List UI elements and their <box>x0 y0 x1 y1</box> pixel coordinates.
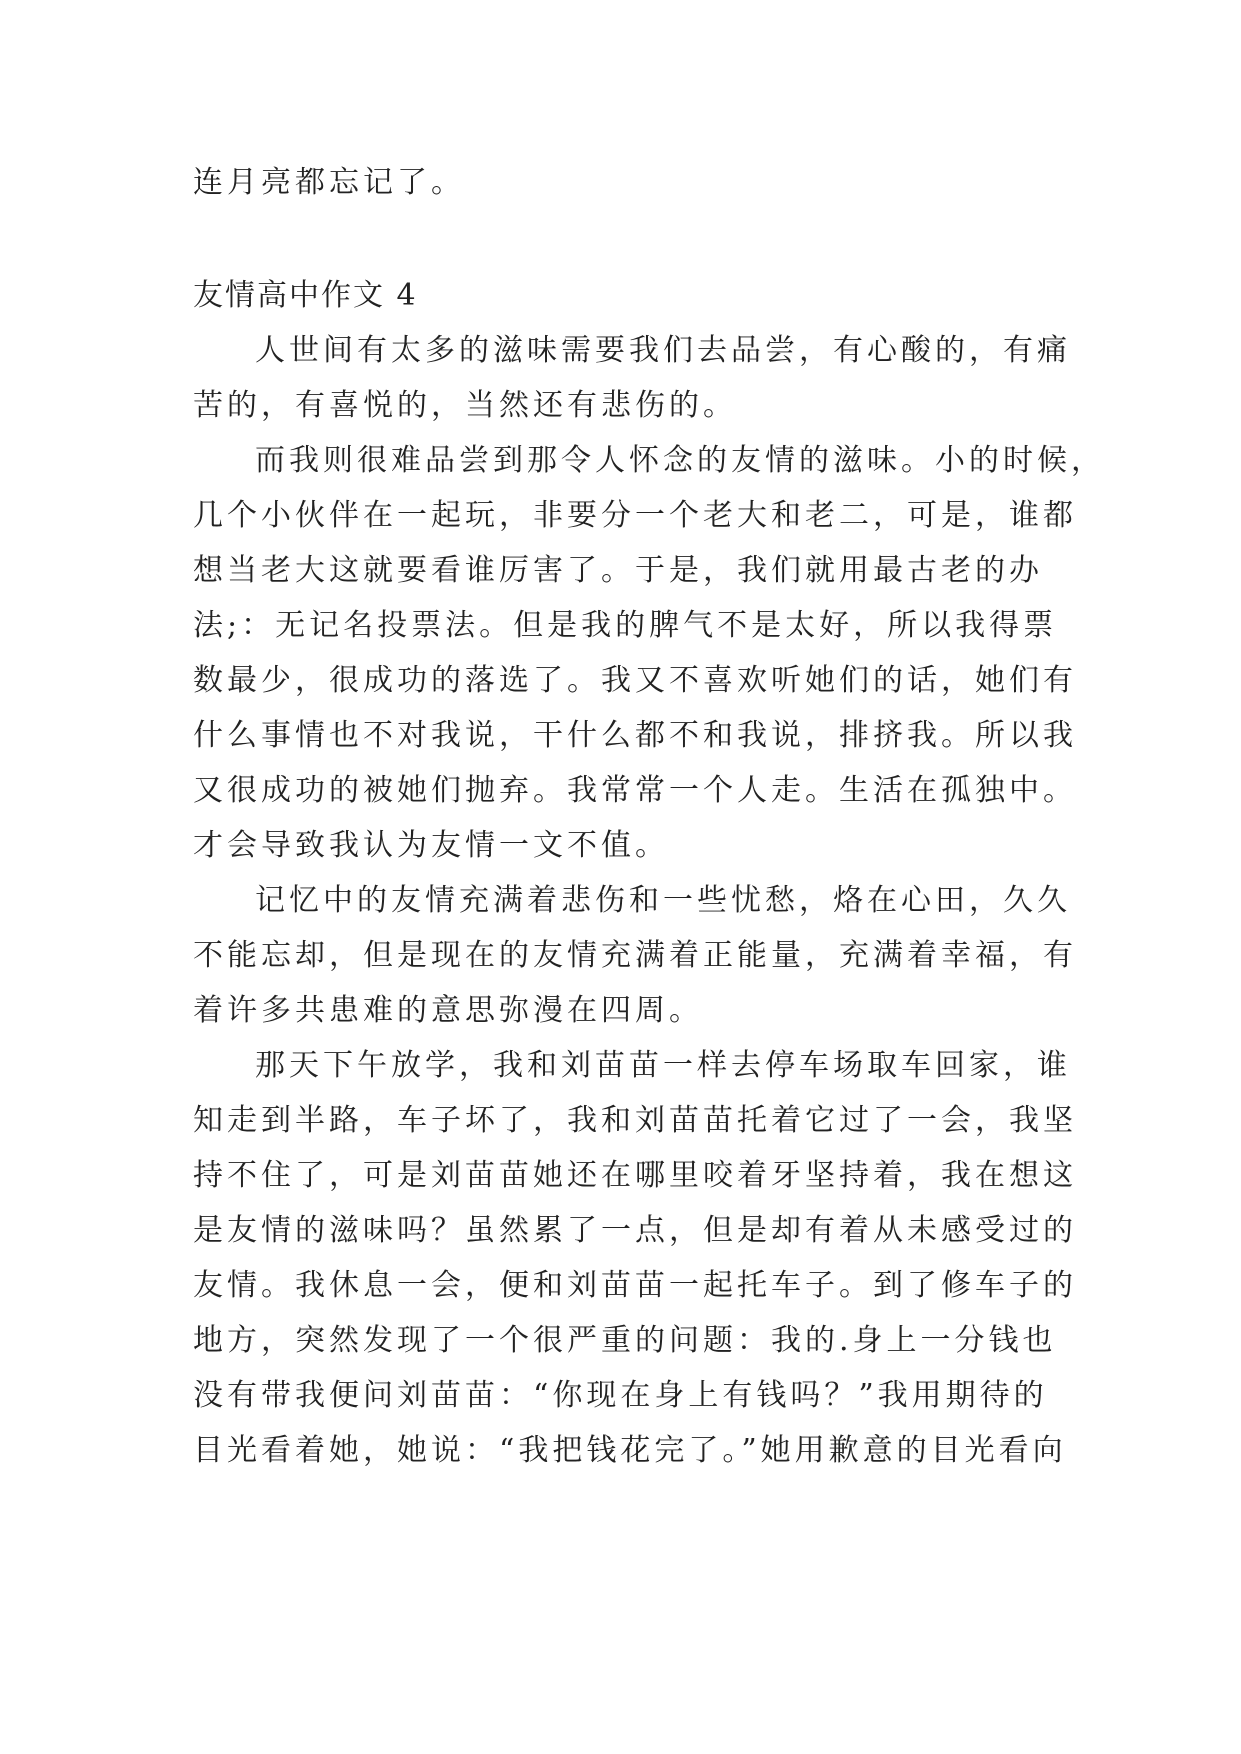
paragraph-3-line-2: 不能忘却，但是现在的友情充满着正能量，充满着幸福，有 <box>193 938 1077 973</box>
essay-title: 友情高中作文 4 <box>193 278 418 313</box>
paragraph-2-line-1: 而我则很难品尝到那令人怀念的友情的滋味。小的时候， <box>255 443 1105 478</box>
paragraph-4-line-7: 没有带我便问刘苗苗：“你现在身上有钱吗？”我用期待的 <box>193 1378 1048 1413</box>
paragraph-4-line-2: 知走到半路，车子坏了，我和刘苗苗托着它过了一会，我坚 <box>193 1103 1077 1138</box>
paragraph-4-line-1: 那天下午放学，我和刘苗苗一样去停车场取车回家，谁 <box>255 1048 1071 1083</box>
paragraph-4-line-6: 地方，突然发现了一个很严重的问题：我的.身上一分钱也 <box>193 1323 1057 1358</box>
text-line-continued: 连月亮都忘记了。 <box>193 165 465 200</box>
paragraph-1-line-1: 人世间有太多的滋味需要我们去品尝，有心酸的，有痛 <box>255 333 1071 368</box>
paragraph-4-line-8: 目光看着她，她说：“我把钱花完了。”她用歉意的目光看向 <box>193 1433 1067 1468</box>
paragraph-4-line-4: 是友情的滋味吗？虽然累了一点，但是却有着从未感受过的 <box>193 1213 1077 1248</box>
paragraph-2-line-8: 才会导致我认为友情一文不值。 <box>193 828 669 863</box>
paragraph-3-line-1: 记忆中的友情充满着悲伤和一些忧愁，烙在心田，久久 <box>255 883 1071 918</box>
paragraph-2-line-4: 法;：无记名投票法。但是我的脾气不是太好，所以我得票 <box>193 608 1058 643</box>
paragraph-1-line-2: 苦的，有喜悦的，当然还有悲伤的。 <box>193 388 737 423</box>
paragraph-2-line-7: 又很成功的被她们抛弃。我常常一个人走。生活在孤独中。 <box>193 773 1077 808</box>
paragraph-3-line-3: 着许多共患难的意思弥漫在四周。 <box>193 993 703 1028</box>
paragraph-2-line-5: 数最少，很成功的落选了。我又不喜欢听她们的话，她们有 <box>193 663 1077 698</box>
paragraph-4-line-3: 持不住了，可是刘苗苗她还在哪里咬着牙坚持着，我在想这 <box>193 1158 1077 1193</box>
paragraph-2-line-3: 想当老大这就要看谁厉害了。于是，我们就用最古老的办 <box>193 553 1043 588</box>
paragraph-4-line-5: 友情。我休息一会，便和刘苗苗一起托车子。到了修车子的 <box>193 1268 1077 1303</box>
paragraph-2-line-6: 什么事情也不对我说，干什么都不和我说，排挤我。所以我 <box>193 718 1077 753</box>
paragraph-2-line-2: 几个小伙伴在一起玩，非要分一个老大和老二，可是，谁都 <box>193 498 1077 533</box>
